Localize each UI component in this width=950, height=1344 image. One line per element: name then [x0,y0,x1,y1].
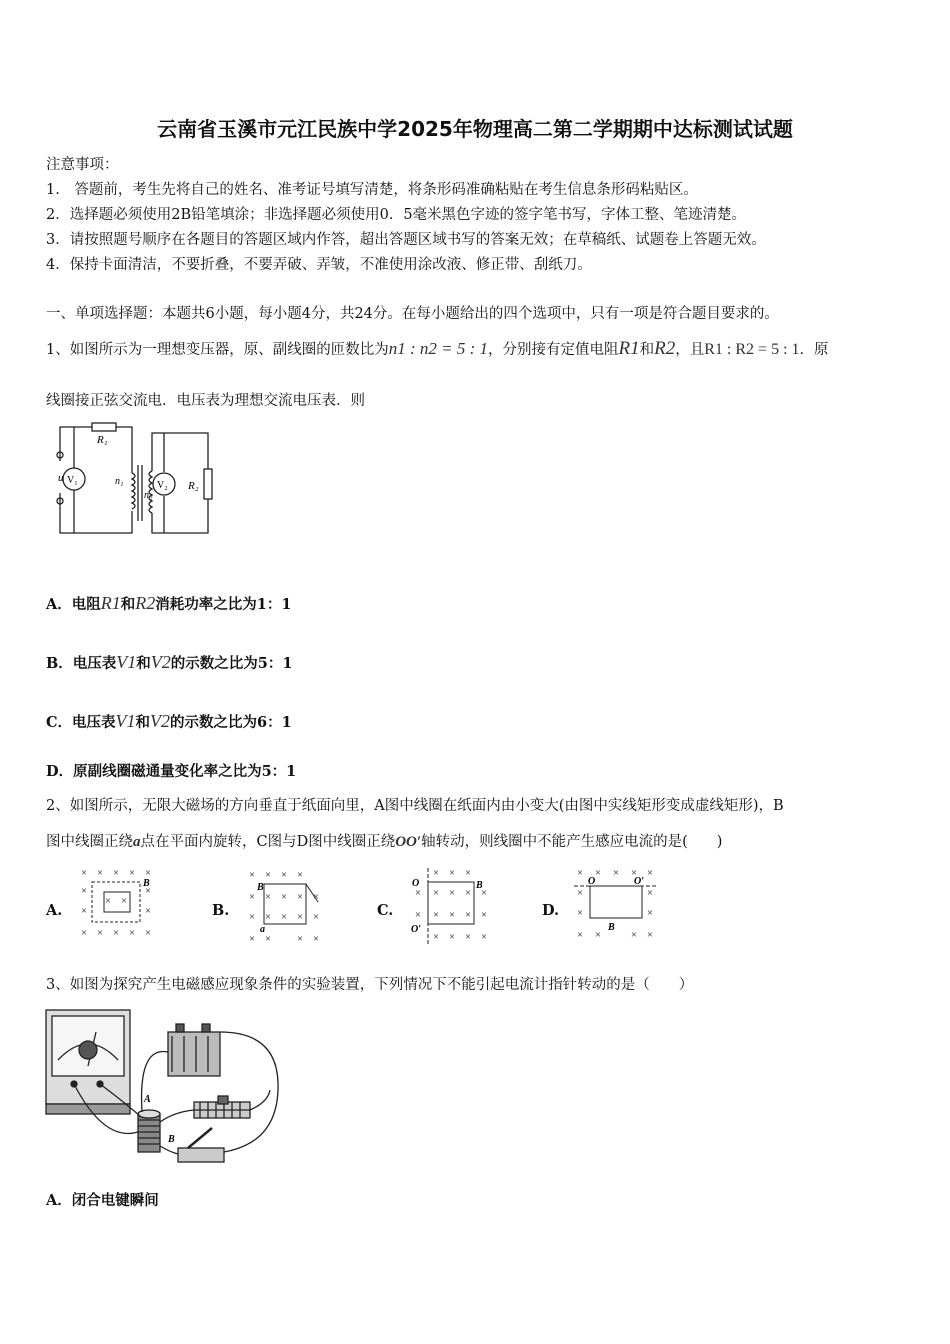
svg-text:×: × [576,929,584,941]
q2-point-a: a [133,834,141,850]
q3-stem: 3、如图为探究产生电磁感应现象条件的实验装置，下列情况下不能引起电流计指针转动的是（ ） [46,977,694,993]
svg-text:×: × [80,905,88,917]
section-heading: 一、单项选择题：本题共6小题，每小题4分，共24分。在每小题给出的四个选项中，只有一项是符合题目要求的。 [46,306,779,322]
svg-text:×: × [448,931,456,943]
svg-text:×: × [280,869,288,881]
svg-text:×: × [630,929,638,941]
svg-text:×: × [448,909,456,921]
q1-turns-ratio: n1 : n2 = 5 : 1 [388,339,489,358]
svg-text:×: × [144,885,152,897]
svg-text:×: × [112,927,120,939]
svg-text:×: × [414,909,422,921]
svg-text:×: × [296,911,304,923]
svg-text:×: × [312,911,320,923]
label-r2: R₂ [188,480,199,492]
q1-text-part: 1、如图所示为一理想变压器，原、副线圈的匝数比为 [46,342,389,358]
q1-stem-line2: 线圈接正弦交流电．电压表为理想交流电压表．则 [46,393,365,409]
q1-text-part: ，且 [675,342,705,358]
q1-option-d[interactable]: D．原副线圈磁通量变化率之比为5：1 [46,763,297,780]
electromagnetic-induction-apparatus [44,1002,282,1172]
svg-text:×: × [248,911,256,923]
svg-text:×: × [248,933,256,945]
svg-text:×: × [480,931,488,943]
svg-text:×: × [464,887,472,899]
svg-text:×: × [312,933,320,945]
r2-symbol: R2 [135,593,156,613]
q2-stem-line2 [46,830,722,851]
svg-text:×: × [480,909,488,921]
notice-item: 1. 答题前，考生先将自己的姓名、准考证号填写清楚，将条形码准确粘贴在考生信息条形码粘贴区。 [46,182,698,198]
label-b: B [476,880,483,891]
svg-text:×: × [144,867,152,879]
svg-text:×: × [96,927,104,939]
label-a: a [260,924,265,935]
svg-text:×: × [296,891,304,903]
label-b: B [143,878,150,889]
svg-text:×: × [432,909,440,921]
svg-text:×: × [594,867,602,879]
option-text: 的示数之比为5：1 [170,655,293,672]
q2-figure-c [406,864,490,946]
q1-r1-symbol: R1 [618,338,640,359]
svg-text:×: × [296,869,304,881]
q2-option-d-label[interactable]: D. [542,902,560,919]
svg-text:×: × [128,867,136,879]
q1-text-part: ，分别接有定值电阻 [488,342,619,358]
label-v1: V₁ [67,475,78,486]
label-o-prime: O′ [411,924,422,935]
svg-text:×: × [464,931,472,943]
svg-text:×: × [80,885,88,897]
q1-resistance-ratio: R1 : R2 = 5 : 1 [704,341,800,358]
svg-text:×: × [296,933,304,945]
q2-option-a-label[interactable]: A. [46,902,63,919]
q1-text-part: 和 [639,342,655,358]
q2-option-c-label[interactable]: C. [377,902,394,919]
svg-text:×: × [646,929,654,941]
notice-item: 2．选择题必须使用2B铅笔填涂；非选择题必须使用0．5毫米黑色字迹的签字笔书写，字体工整、笔迹清楚。 [46,207,747,223]
option-text: 和 [120,596,136,613]
option-text: 消耗功率之比为1：1 [155,596,292,613]
svg-text:×: × [448,887,456,899]
q1-option-c[interactable] [46,711,292,732]
label-n1: n₁ [115,476,124,487]
svg-text:×: × [630,867,638,879]
label-a: A [144,1094,151,1105]
label-b: B [257,882,264,893]
r1-symbol: R1 [100,593,121,613]
svg-text:×: × [576,867,584,879]
q2-figure-d [572,864,658,946]
v1-symbol: V1 [115,711,136,731]
svg-text:×: × [432,887,440,899]
label-o: O [588,876,596,887]
v2-symbol: V2 [150,652,171,672]
svg-text:×: × [432,931,440,943]
svg-text:×: × [280,911,288,923]
v2-symbol: V2 [150,711,171,731]
svg-text:×: × [128,927,136,939]
v1-symbol: V1 [116,652,137,672]
svg-text:×: × [612,867,620,879]
svg-text:×: × [248,891,256,903]
svg-text:×: × [280,891,288,903]
svg-text:×: × [112,867,120,879]
svg-text:×: × [312,891,320,903]
option-text: C．电压表 [46,714,116,731]
q2-figure-a [78,866,158,946]
svg-text:×: × [646,867,654,879]
option-text: 和 [136,655,151,672]
q2-text-part: 点在平面内旋转，C图与D图中线圈正绕 [140,834,396,850]
q2-text-part: 图中线圈正绕 [46,834,133,850]
svg-text:×: × [576,887,584,899]
q3-option-a[interactable]: A．闭合电键瞬间 [46,1192,159,1209]
notice-item: 4．保持卡面清洁，不要折叠，不要弄破、弄皱，不准使用涂改液、修正带、刮纸刀。 [46,257,592,273]
transformer-circuit-diagram [48,421,216,537]
q2-option-b-label[interactable]: B. [212,902,230,919]
page-title: 云南省玉溪市元江民族中学2025年物理高二第二学期期中达标测试试题 [157,117,793,141]
svg-text:×: × [144,927,152,939]
q1-r2-symbol: R2 [654,338,676,359]
q1-stem [46,338,829,360]
option-text: A．电阻 [46,596,101,613]
label-u: u [58,472,64,484]
svg-text:×: × [646,907,654,919]
q1-option-a[interactable] [46,593,291,614]
label-b: B [168,1134,175,1145]
svg-text:×: × [144,905,152,917]
svg-text:×: × [432,867,440,879]
q2-figure-b [244,866,328,948]
svg-text:×: × [96,867,104,879]
svg-text:×: × [414,887,422,899]
label-o-prime: O′ [634,876,645,887]
svg-text:×: × [594,929,602,941]
svg-text:×: × [104,895,112,907]
svg-text:×: × [120,895,128,907]
q2-stem: 2、如图所示，无限大磁场的方向垂直于纸面向里，A图中线圈在纸面内由小变大(由图中实线矩形变成虚线矩形)，B [46,798,784,814]
label-b: B [608,922,615,933]
q1-text-part: ．原 [799,342,829,358]
svg-text:×: × [264,911,272,923]
label-n2: n₂ [144,490,153,501]
svg-text:×: × [80,927,88,939]
svg-text:×: × [264,933,272,945]
svg-text:×: × [480,887,488,899]
svg-text:×: × [264,869,272,881]
notice-heading: 注意事项： [46,157,119,173]
svg-text:×: × [464,867,472,879]
label-r1: R₁ [97,434,108,446]
svg-text:×: × [448,867,456,879]
svg-text:×: × [646,887,654,899]
option-text: 的示数之比为6：1 [170,714,292,731]
label-o: O [412,878,420,889]
svg-text:×: × [264,891,272,903]
svg-text:×: × [576,907,584,919]
svg-text:×: × [464,909,472,921]
svg-text:×: × [80,867,88,879]
notice-item: 3．请按照题号顺序在各题目的答题区域内作答，超出答题区域书写的答案无效；在草稿纸、试题卷上答题无效。 [46,232,766,248]
q2-text-part: 轴转动，则线圈中不能产生感应电流的是( ) [421,834,723,850]
q2-axis-oo: OO′ [395,834,422,850]
q1-option-b[interactable] [46,652,292,673]
option-text: B．电压表 [46,655,117,672]
option-text: 和 [135,714,151,731]
svg-text:×: × [248,869,256,881]
label-v2: V₂ [157,480,168,491]
